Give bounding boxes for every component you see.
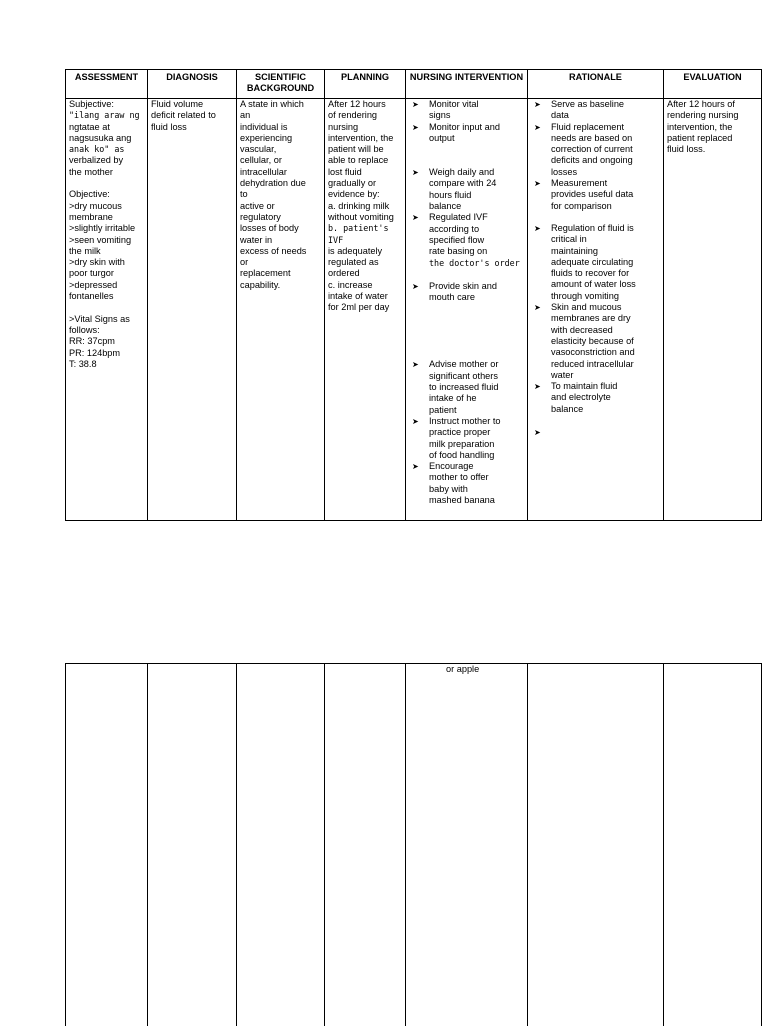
- care-plan-row: [66, 99, 762, 521]
- intervention-text: rate basing on: [429, 246, 524, 257]
- objective-label: Objective:: [69, 189, 144, 200]
- header-evaluation: EVALUATION: [664, 70, 762, 99]
- background-text: regulatory: [240, 212, 321, 223]
- header-planning: PLANNING: [325, 70, 406, 99]
- intervention-item: [409, 359, 524, 415]
- intervention-text: mashed banana: [429, 495, 524, 506]
- care-plan-table-page-2: [65, 663, 762, 1026]
- intervention-item: [409, 281, 524, 304]
- rationale-text: fluids to recover for: [551, 268, 660, 279]
- background-text: individual is: [240, 122, 321, 133]
- background-text: cellular, or: [240, 155, 321, 166]
- rationale-text: Skin and mucous: [551, 302, 660, 313]
- arrow-bullet-icon: ➤: [531, 427, 551, 438]
- planning-text: of rendering: [328, 110, 402, 121]
- assessment-cell: [66, 664, 148, 1026]
- header-scientific-background: SCIENTIFIC BACKGROUND: [237, 70, 325, 99]
- intervention-cell: [406, 664, 528, 1026]
- rationale-text: losses: [551, 167, 660, 178]
- intervention-text: Advise mother or: [429, 359, 524, 370]
- rationale-item: [531, 223, 660, 302]
- arrow-bullet-icon: ➤: [409, 416, 429, 461]
- intervention-item: [409, 461, 524, 506]
- rationale-text: membranes are dry: [551, 313, 660, 324]
- objective-item: >dry skin with: [69, 257, 144, 268]
- diagnosis-text: fluid loss: [151, 122, 233, 133]
- intervention-text-continued: or apple: [409, 664, 524, 675]
- background-text: A state in which: [240, 99, 321, 110]
- rationale-text: To maintain fluid: [551, 381, 660, 392]
- subjective-quote: the mother: [69, 167, 144, 178]
- rationale-text: balance: [551, 404, 660, 415]
- rationale-item: [531, 381, 660, 415]
- arrow-bullet-icon: ➤: [531, 178, 551, 212]
- arrow-bullet-icon: ➤: [409, 167, 429, 212]
- vital-signs-label: >Vital Signs as: [69, 314, 144, 325]
- subjective-quote: nagsusuka ang: [69, 133, 144, 144]
- rationale-text: [551, 427, 660, 438]
- background-text: replacement: [240, 268, 321, 279]
- subjective-quote: ngtatae at: [69, 122, 144, 133]
- background-text: to: [240, 189, 321, 200]
- objective-item: >seen vomiting: [69, 235, 144, 246]
- intervention-text: balance: [429, 201, 524, 212]
- background-text: active or: [240, 201, 321, 212]
- rationale-text: Serve as baseline: [551, 99, 660, 110]
- arrow-bullet-icon: ➤: [531, 302, 551, 381]
- intervention-text: compare with 24: [429, 178, 524, 189]
- background-text: losses of body: [240, 223, 321, 234]
- planning-text: b. patient's IVF: [328, 223, 402, 246]
- intervention-text: of food handling: [429, 450, 524, 461]
- diagnosis-cell: [148, 664, 237, 1026]
- intervention-item: [409, 167, 524, 212]
- scientific-background-cell: [237, 99, 325, 521]
- rationale-text: vasoconstriction and: [551, 347, 660, 358]
- planning-text: nursing: [328, 122, 402, 133]
- rationale-text: needs are based on: [551, 133, 660, 144]
- planning-text: intake of water: [328, 291, 402, 302]
- background-text: intracellular: [240, 167, 321, 178]
- vital-signs-label: follows:: [69, 325, 144, 336]
- diagnosis-cell: [148, 99, 237, 521]
- intervention-text: significant others: [429, 371, 524, 382]
- evaluation-text: intervention, the: [667, 122, 758, 133]
- intervention-text: Monitor vital: [429, 99, 524, 110]
- diagnosis-text: deficit related to: [151, 110, 233, 121]
- intervention-text: Weigh daily and: [429, 167, 524, 178]
- planning-text: After 12 hours: [328, 99, 402, 110]
- objective-item: >depressed: [69, 280, 144, 291]
- evaluation-cell: [664, 664, 762, 1026]
- intervention-item: [409, 99, 524, 122]
- care-plan-row-continued: [66, 664, 762, 1026]
- rationale-text: critical in: [551, 234, 660, 245]
- intervention-text: Monitor input and: [429, 122, 524, 133]
- planning-cell: [325, 99, 406, 521]
- intervention-text: signs: [429, 110, 524, 121]
- background-text: water in: [240, 235, 321, 246]
- intervention-text: mouth care: [429, 292, 524, 303]
- intervention-text: to increased fluid: [429, 382, 524, 393]
- rationale-text: amount of water loss: [551, 279, 660, 290]
- intervention-text: the doctor's order: [429, 258, 524, 269]
- rationale-text: correction of current: [551, 144, 660, 155]
- subjective-quote: "ilang araw ng: [69, 110, 144, 121]
- planning-text: evidence by:: [328, 189, 402, 200]
- rationale-text: deficits and ongoing: [551, 155, 660, 166]
- evaluation-cell: [664, 99, 762, 521]
- background-text: experiencing: [240, 133, 321, 144]
- intervention-text: output: [429, 133, 524, 144]
- intervention-text: Regulated IVF: [429, 212, 524, 223]
- intervention-text: Encourage: [429, 461, 524, 472]
- objective-item: >slightly irritable: [69, 223, 144, 234]
- planning-text: lost fluid: [328, 167, 402, 178]
- subjective-label: Subjective:: [69, 99, 144, 110]
- rationale-text: Fluid replacement: [551, 122, 660, 133]
- intervention-text: patient: [429, 405, 524, 416]
- rationale-text: reduced intracellular: [551, 359, 660, 370]
- diagnosis-text: Fluid volume: [151, 99, 233, 110]
- objective-item: membrane: [69, 212, 144, 223]
- rationale-item: [531, 302, 660, 381]
- rationale-text: adequate circulating: [551, 257, 660, 268]
- intervention-text: practice proper: [429, 427, 524, 438]
- header-rationale: RATIONALE: [528, 70, 664, 99]
- objective-item: fontanelles: [69, 291, 144, 302]
- care-plan-table-page-1: [65, 69, 762, 521]
- intervention-item: [409, 122, 524, 145]
- background-text: or: [240, 257, 321, 268]
- header-diagnosis: DIAGNOSIS: [148, 70, 237, 99]
- planning-text: ordered: [328, 268, 402, 279]
- intervention-text: milk preparation: [429, 439, 524, 450]
- rationale-text: provides useful data: [551, 189, 660, 200]
- planning-text: gradually or: [328, 178, 402, 189]
- rationale-text: maintaining: [551, 246, 660, 257]
- vital-sign-rr: RR: 37cpm: [69, 336, 144, 347]
- evaluation-text: fluid loss.: [667, 144, 758, 155]
- rationale-text: for comparison: [551, 201, 660, 212]
- rationale-text: Regulation of fluid is: [551, 223, 660, 234]
- intervention-item: [409, 416, 524, 461]
- intervention-text: specified flow: [429, 235, 524, 246]
- background-text: capability.: [240, 280, 321, 291]
- subjective-quote: verbalized by: [69, 155, 144, 166]
- rationale-text: with decreased: [551, 325, 660, 336]
- intervention-text: baby with: [429, 484, 524, 495]
- intervention-text: intake of he: [429, 393, 524, 404]
- planning-text: able to replace: [328, 155, 402, 166]
- evaluation-text: rendering nursing: [667, 110, 758, 121]
- background-text: dehydration due: [240, 178, 321, 189]
- intervention-text: according to: [429, 224, 524, 235]
- planning-text: is adequately: [328, 246, 402, 257]
- subjective-quote: anak ko" as: [69, 144, 144, 155]
- arrow-bullet-icon: ➤: [409, 461, 429, 506]
- planning-text: for 2ml per day: [328, 302, 402, 313]
- header-nursing-intervention: NURSING INTERVENTION: [406, 70, 528, 99]
- arrow-bullet-icon: ➤: [409, 281, 429, 304]
- arrow-bullet-icon: ➤: [531, 381, 551, 415]
- evaluation-text: After 12 hours of: [667, 99, 758, 110]
- rationale-text: and electrolyte: [551, 392, 660, 403]
- intervention-list: [409, 99, 524, 506]
- intervention-text: hours fluid: [429, 190, 524, 201]
- background-text: excess of needs: [240, 246, 321, 257]
- objective-item: >dry mucous: [69, 201, 144, 212]
- arrow-bullet-icon: ➤: [409, 99, 429, 122]
- rationale-list: [531, 99, 660, 438]
- header-row: [66, 70, 762, 99]
- planning-text: intervention, the: [328, 133, 402, 144]
- arrow-bullet-icon: ➤: [531, 99, 551, 122]
- background-text: vascular,: [240, 144, 321, 155]
- planning-text: patient will be: [328, 144, 402, 155]
- planning-cell: [325, 664, 406, 1026]
- planning-text: a. drinking milk: [328, 201, 402, 212]
- arrow-bullet-icon: ➤: [409, 359, 429, 415]
- intervention-text: Provide skin and: [429, 281, 524, 292]
- assessment-cell: [66, 99, 148, 521]
- header-assessment: ASSESSMENT: [66, 70, 148, 99]
- planning-text: regulated as: [328, 257, 402, 268]
- objective-item: poor turgor: [69, 268, 144, 279]
- intervention-cell: [406, 99, 528, 521]
- vital-sign-temp: T: 38.8: [69, 359, 144, 370]
- evaluation-text: patient replaced: [667, 133, 758, 144]
- arrow-bullet-icon: ➤: [409, 122, 429, 145]
- rationale-text: through vomiting: [551, 291, 660, 302]
- arrow-bullet-icon: ➤: [531, 122, 551, 178]
- objective-item: the milk: [69, 246, 144, 257]
- arrow-bullet-icon: ➤: [531, 223, 551, 302]
- intervention-text: Instruct mother to: [429, 416, 524, 427]
- rationale-item: [531, 122, 660, 178]
- rationale-item: [531, 99, 660, 122]
- rationale-cell: [528, 99, 664, 521]
- rationale-text: data: [551, 110, 660, 121]
- arrow-bullet-icon: ➤: [409, 212, 429, 268]
- intervention-item: [409, 212, 524, 268]
- rationale-text: Measurement: [551, 178, 660, 189]
- rationale-text: elasticity because of: [551, 336, 660, 347]
- background-text: an: [240, 110, 321, 121]
- planning-text: c. increase: [328, 280, 402, 291]
- intervention-text: mother to offer: [429, 472, 524, 483]
- vital-sign-pr: PR: 124bpm: [69, 348, 144, 359]
- rationale-item: [531, 427, 660, 438]
- rationale-item: [531, 178, 660, 212]
- rationale-cell: [528, 664, 664, 1026]
- rationale-text: water: [551, 370, 660, 381]
- planning-text: without vomiting: [328, 212, 402, 223]
- scientific-background-cell: [237, 664, 325, 1026]
